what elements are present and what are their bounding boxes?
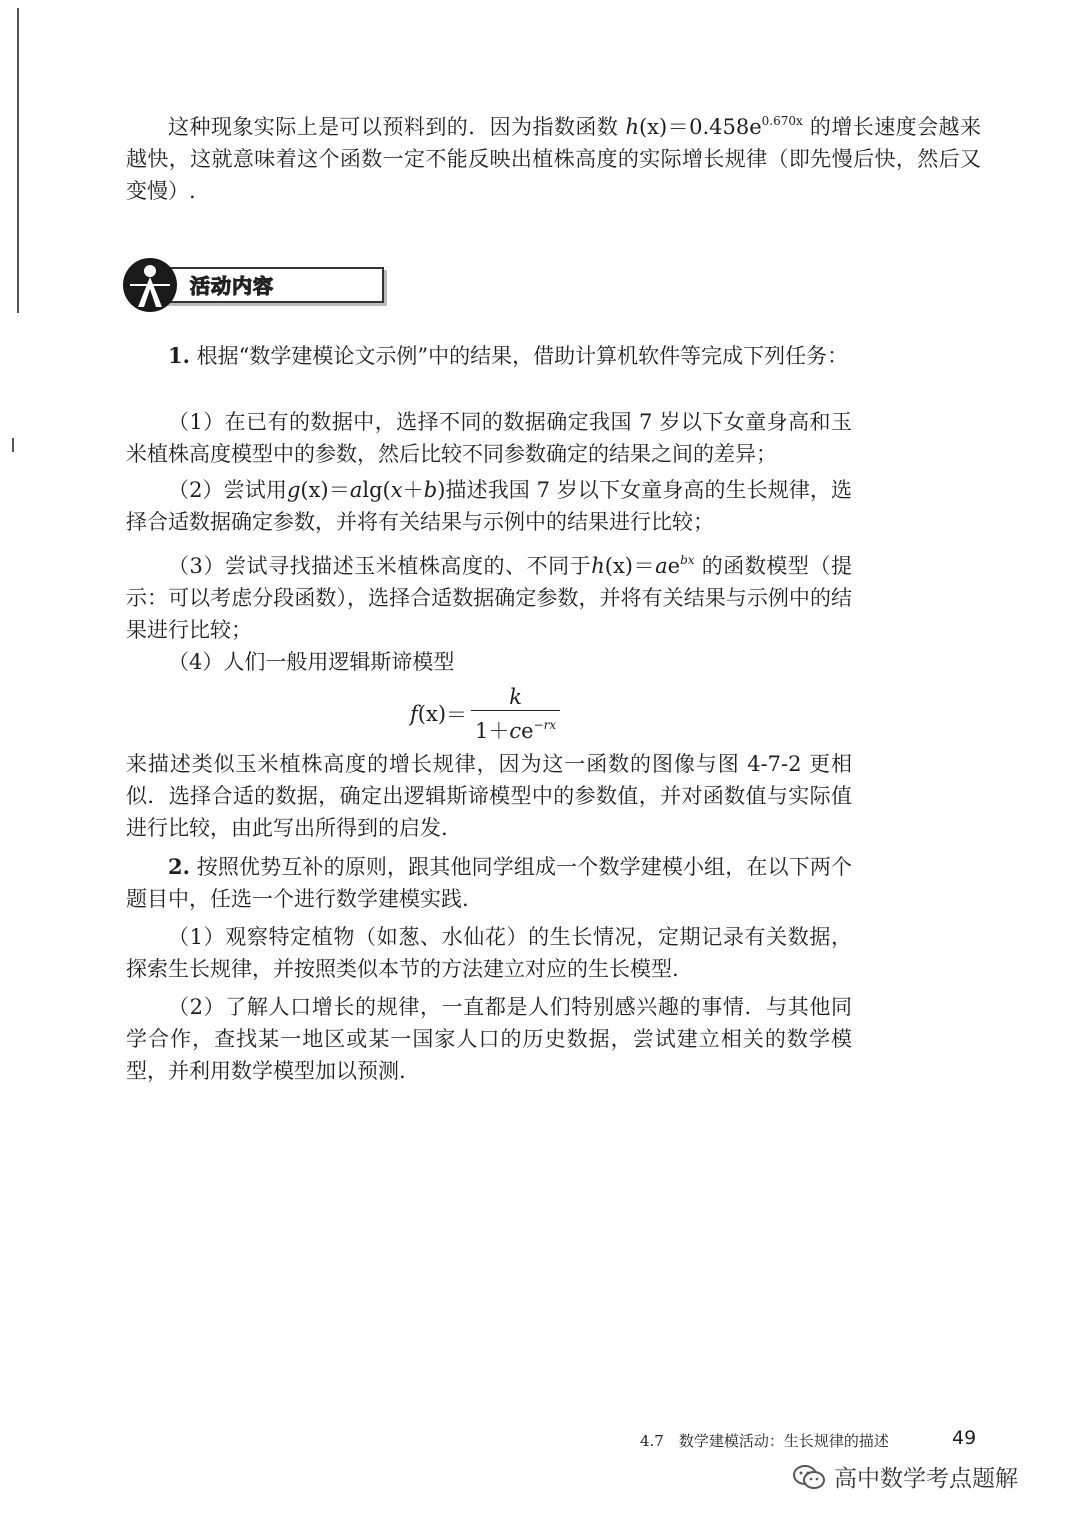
formula-fraction (471, 684, 560, 745)
page-number: 49 (952, 1427, 977, 1449)
activity-banner (122, 255, 384, 315)
formula-denominator (471, 710, 560, 745)
lg-op: lg( (362, 478, 391, 502)
close-paren: ) (437, 478, 446, 502)
formula-eq: ＝ (446, 703, 468, 727)
sub-item-2-1: （1）观察特定植物（如葱、水仙花）的生长情况，定期记录有关数据，探索生长规律，并按照类似本节的方法建立对应的生长模型. (126, 925, 852, 981)
sub-item-1: （1）在已有的数据中，选择不同的数据确定我国 7 岁以下女童身高和玉米植株高度模型中的参数，然后比较不同参数确定的结果之间的差异； (126, 410, 852, 466)
intro-paragraph (126, 105, 981, 207)
banner-title: 活动内容 (190, 274, 274, 298)
sub-item-4-rest: 来描述类似玉米植株高度的增长规律，因为这一函数的图像与图 4-7-2 更相似．选择合适的数据，确定出逻辑斯谛模型中的参数值，并对函数值与实际值进行比较，由此写出所得到的启发. (126, 752, 852, 840)
formula-f: f (410, 702, 418, 726)
func-g-eq: ＝ (328, 478, 350, 502)
sub-item-2-2: （2）了解人口增长的规律，一直都是人们特别感兴趣的事情．与其他同学合作，查找某一地区或某一国家人口的历史数据，尝试建立相关的数学模型，并利用数学模型加以预测. (126, 995, 852, 1083)
func-exponent: 0.670x (761, 114, 803, 128)
item-1-text: 根据“数学建模论文示例”中的结果，借助计算机软件等完成下列任务： (196, 344, 849, 368)
var-b: b (423, 478, 438, 502)
sub-item-3 (126, 544, 852, 646)
logistic-formula (410, 684, 560, 744)
var-a: a (349, 478, 363, 502)
item-2-number: 2. (168, 854, 190, 879)
scan-edge-mark (17, 8, 19, 313)
func-h2: h (591, 554, 605, 578)
watermark (792, 1460, 1018, 1493)
den-one-plus: 1＋ (475, 718, 510, 743)
sub3-text-rest: 的函数模型（提示：可以考虑分段函数），选择合适数据确定参数，并将有关结果与示例中的结果进行比较； (126, 554, 853, 642)
den-exponent: −rx (533, 717, 557, 732)
item-1 (126, 340, 852, 372)
watermark-text: 高中数学考点题解 (834, 1466, 1018, 1492)
intro-text-a: 这种现象实际上是可以预料到的．因为指数函数 (168, 115, 619, 139)
star-emblem-icon (122, 255, 182, 315)
formula-numerator: k (509, 684, 522, 709)
sub2-text-rest: 描述我国 7 岁以下女童身高的生长规律，选择合适数据确定参数，并将有关结果与示例中的结果进行比较； (126, 478, 853, 534)
func-eq: ＝0.458e (667, 115, 762, 139)
intro-text-b: 的增长速度会越来越快，这就意味着这个函数一定不能反映出植株高度的实际增长规律（即先慢后快，然后又变慢）. (126, 115, 981, 203)
var-a2: a (655, 554, 668, 578)
euler-e: e (667, 554, 681, 578)
den-e: e (521, 718, 534, 743)
running-footer: 4.7 数学建模活动：生长规律的描述 (640, 1432, 889, 1450)
wechat-icon (792, 1463, 826, 1491)
item-1-number: 1. (168, 343, 190, 368)
formula-arg: (x) (417, 702, 447, 726)
plus-sign: ＋ (402, 478, 424, 502)
den-c: c (509, 718, 522, 743)
func-g-arg: (x) (300, 478, 329, 502)
func-h2-arg: (x) (604, 554, 633, 578)
sub-item-4-intro: （4）人们一般用逻辑斯谛模型 (168, 650, 455, 674)
item-2-text: 按照优势互补的原则，跟其他同学组成一个数学建模小组，在以下两个题目中，任选一个进行数学建模实践. (126, 855, 852, 911)
scan-edge-mark (12, 438, 14, 452)
sub2-text-a: （2）尝试用 (168, 478, 287, 502)
sub-item-2 (126, 474, 852, 538)
func-h: h (625, 115, 639, 139)
func-g: g (286, 478, 301, 502)
func-arg: (x) (638, 115, 668, 139)
sub3-text-a: （3）尝试寻找描述玉米植株高度的、不同于 (168, 554, 592, 578)
item-2 (126, 851, 852, 915)
var-x: x (390, 478, 403, 502)
func-h2-eq: ＝ (633, 554, 656, 578)
exp-bx: bx (680, 553, 695, 567)
